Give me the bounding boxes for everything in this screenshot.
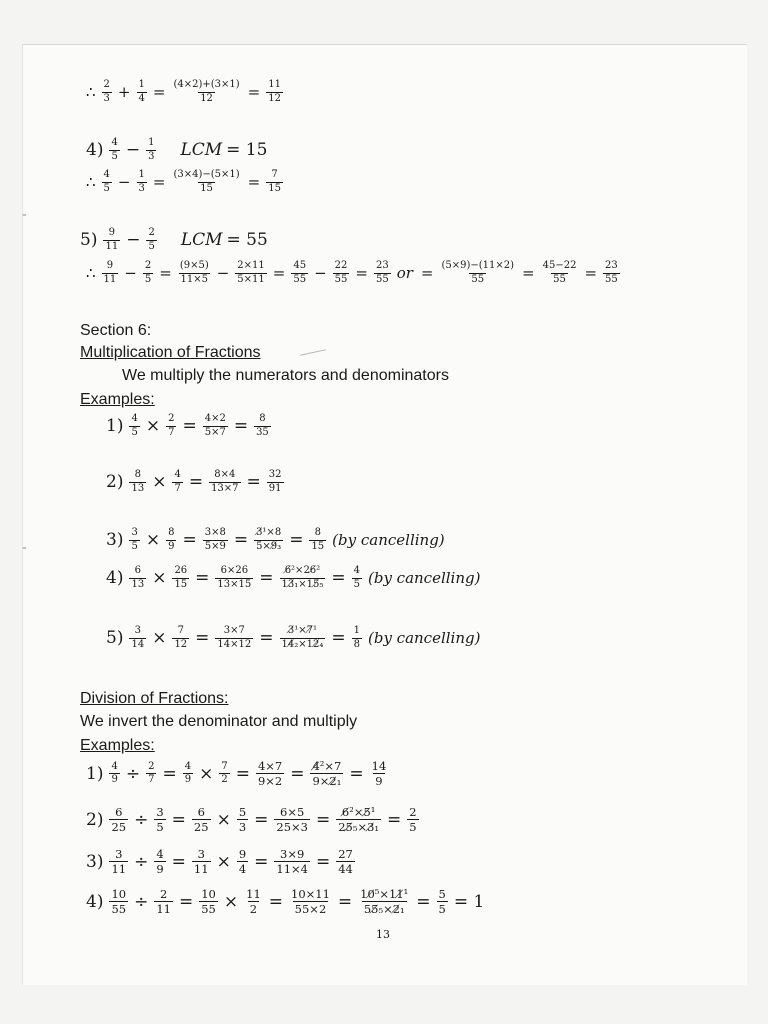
equation-line-1: ∴ $\frac{2}{3}$ + $\frac{1}{4}$ = $\frac{(4\times 2)+(3\times 1)}{12}$ = $\frac{11}{12}$ <box>86 79 281 104</box>
fraction: $\frac{11}{2}$ <box>246 887 261 917</box>
examples-label: Examples: <box>80 737 155 754</box>
fraction: $\frac{(5\times 9)-(11\times 2)}{55}$ <box>441 260 515 285</box>
therefore-symbol: ∴ <box>86 83 96 101</box>
fraction: $\frac{1}{3}$ <box>138 169 145 194</box>
multiplication-example-3: 3) $\frac{3}{5}$ × $\frac{8}{9}$ = $\frac{3\times 8}{5\times 9}$ = $\frac{\text{3̸¹×8}}{\text{5×9̸₃}}$ = $\frac{8}{15}$ (by cancelling) <box>106 527 445 552</box>
fraction: $\frac{\text{6̸²×5̸¹}}{\text{25̸₅×3̸₁}}$ <box>338 805 380 835</box>
division-example-4: 4) $\frac{10}{55}$ ÷ $\frac{2}{11}$ = $\frac{10}{55}$ × $\frac{11}{2}$ = $\frac{10\times 11}{55\times 2}$ = $\frac{\text{10̸⁵×11̸¹}}{\text{55̸₅×2̸₁}}$ = $\frac{5}{5}$ = 1 <box>86 887 485 917</box>
fraction: $\frac{(9\times 5)}{11\times 5}$ <box>179 260 209 285</box>
fraction: $\frac{32}{91}$ <box>268 469 282 494</box>
fraction: $\frac{4\times 7}{9\times 2}$ <box>257 759 283 789</box>
fraction: $\frac{2\times 11}{5\times 11}$ <box>237 260 265 285</box>
equation-line-5: ∴ $\frac{9}{11}$ − $\frac{2}{5}$ = $\frac{(9\times 5)}{11\times 5}$ − $\frac{2\times 11}{5\times 11}$ = $\frac{45}{55}$ − $\frac{22}{55}$ = $\frac{23}{55}$ or = $\frac{(5\times 9)-(11\times 2)}{55}$ = $\frac{45-22}{55}$ = $\frac{23}{55}$ <box>86 260 618 285</box>
fraction: $\frac{45-22}{55}$ <box>542 260 577 285</box>
fraction: $\frac{3}{11}$ <box>193 847 209 877</box>
fraction: $\frac{45}{55}$ <box>293 260 307 285</box>
fraction: $\frac{4\times 2}{5\times 7}$ <box>204 413 226 438</box>
fraction: $\frac{2}{5}$ <box>148 227 155 252</box>
fraction: $\frac{10\times 11}{55\times 2}$ <box>291 887 330 917</box>
margin-mark: ⁼ <box>22 212 27 222</box>
fraction: $\frac{10}{55}$ <box>111 887 127 917</box>
division-rule: We invert the denominator and multiply <box>80 713 358 730</box>
fraction: $\frac{10}{55}$ <box>201 887 216 917</box>
margin-mark: ⁼ <box>22 545 27 555</box>
fraction: $\frac{6}{13}$ <box>131 565 145 590</box>
fraction: $\frac{3\times 7}{14\times 12}$ <box>217 625 252 650</box>
fraction: $\frac{1}{8}$ <box>353 625 360 650</box>
fraction: $\frac{6}{25}$ <box>111 805 127 835</box>
fraction: $\frac{\text{3̸¹×8}}{\text{5×9̸₃}}$ <box>256 527 282 552</box>
multiplication-rule: We multiply the numerators and denominators <box>122 367 449 384</box>
fraction: $\frac{4}{5}$ <box>131 413 138 438</box>
examples-label: Examples: <box>80 391 155 408</box>
fraction: $\frac{2}{7}$ <box>168 413 175 438</box>
fraction: $\frac{9}{4}$ <box>238 847 247 877</box>
fraction: $\frac{3}{5}$ <box>131 527 138 552</box>
fraction: $\frac{4}{5}$ <box>111 137 118 162</box>
division-example-3: 3) $\frac{3}{11}$ ÷ $\frac{4}{9}$ = $\frac{3}{11}$ × $\frac{9}{4}$ = $\frac{3\times 9}{11\times 4}$ = $\frac{27}{44}$ <box>86 847 353 877</box>
fraction: $\frac{2}{11}$ <box>156 887 171 917</box>
fraction: $\frac{(3\times 4)-(5\times 1)}{15}$ <box>173 169 240 194</box>
fraction: $\frac{3}{5}$ <box>156 805 164 835</box>
multiplication-heading: Multiplication of Fractions <box>80 344 261 361</box>
fraction: $\frac{3\times 8}{5\times 9}$ <box>204 527 226 552</box>
multiplication-example-5: 5) $\frac{3}{14}$ × $\frac{7}{12}$ = $\frac{3\times 7}{14\times 12}$ = $\frac{\text{3̸¹×7̸¹}}{\text{14̸₂×12̸₄}}$ = $\frac{1}{8}$ (by cancelling) <box>106 625 481 650</box>
fraction: $\frac{2}{3}$ <box>103 79 110 104</box>
fraction: $\frac{6\times 26}{13\times 15}$ <box>217 565 252 590</box>
fraction: $\frac{7}{2}$ <box>221 760 228 786</box>
fraction: $\frac{8}{9}$ <box>168 527 175 552</box>
division-heading: Division of Fractions: <box>80 690 229 707</box>
fraction: $\frac{6\times 5}{25\times 3}$ <box>276 805 308 835</box>
fraction: $\frac{4}{9}$ <box>184 760 192 786</box>
section-title: Section 6: <box>80 322 152 339</box>
multiplication-example-1: 1) $\frac{4}{5}$ × $\frac{2}{7}$ = $\frac{4\times 2}{5\times 7}$ = $\frac{8}{35}$ <box>106 413 269 438</box>
fraction: $\frac{5}{3}$ <box>238 805 247 835</box>
fraction: $\frac{(4\times 2)+(3\times 1)}{12}$ <box>173 79 240 104</box>
fraction: $\frac{2}{7}$ <box>148 760 155 786</box>
fraction: $\frac{8}{35}$ <box>256 413 269 438</box>
fraction: $\frac{1}{3}$ <box>148 137 155 162</box>
fraction: $\frac{11}{12}$ <box>268 79 281 104</box>
fraction: $\frac{3}{11}$ <box>111 847 127 877</box>
equation-line-4: 5) $\frac{9}{11}$ − $\frac{2}{5}$ LCM = 55 <box>80 227 268 252</box>
fraction: $\frac{7}{12}$ <box>174 625 188 650</box>
fraction: $\frac{4}{5}$ <box>103 169 110 194</box>
fraction: $\frac{\text{4̸²×7}}{\text{9×2̸₁}}$ <box>312 759 342 789</box>
fraction: $\frac{9}{11}$ <box>103 260 117 285</box>
fraction: $\frac{\text{6̸²×26̸²}}{\text{13̸₁×15̸₅}}$ <box>281 565 324 590</box>
fraction: $\frac{14}{9}$ <box>371 759 387 789</box>
equation-line-3: ∴ $\frac{4}{5}$ − $\frac{1}{3}$ = $\frac{(3\times 4)-(5\times 1)}{15}$ = $\frac{7}{15}$ <box>86 169 281 194</box>
fraction: $\frac{5}{5}$ <box>438 887 446 917</box>
multiplication-example-2: 2) $\frac{8}{13}$ × $\frac{4}{7}$ = $\frac{8\times 4}{13\times 7}$ = $\frac{32}{91}$ <box>106 469 282 494</box>
equation-line-2: 4) $\frac{4}{5}$ − $\frac{1}{3}$ LCM = 15 <box>86 137 268 162</box>
fraction: $\frac{4}{7}$ <box>174 469 181 494</box>
page-number: 13 <box>376 928 390 941</box>
fraction: $\frac{4}{9}$ <box>156 847 164 877</box>
fraction: $\frac{9}{11}$ <box>105 227 119 252</box>
multiplication-example-4: 4) $\frac{6}{13}$ × $\frac{26}{15}$ = $\frac{6\times 26}{13\times 15}$ = $\frac{\text{6̸²×26̸²}}{\text{13̸₁×15̸₅}}$ = $\frac{4}{5}$ (by cancelling) <box>106 565 481 590</box>
fraction: $\frac{23}{55}$ <box>605 260 618 285</box>
fraction: $\frac{26}{15}$ <box>174 565 188 590</box>
fraction: $\frac{3\times 9}{11\times 4}$ <box>276 847 308 877</box>
fraction: $\frac{4}{5}$ <box>353 565 360 590</box>
fraction: $\frac{8}{15}$ <box>311 527 325 552</box>
fraction: $\frac{7}{15}$ <box>268 169 281 194</box>
division-example-2: 2) $\frac{6}{25}$ ÷ $\frac{3}{5}$ = $\frac{6}{25}$ × $\frac{5}{3}$ = $\frac{6\times 5}{25\times 3}$ = $\frac{\text{6̸²×5̸¹}}{\text{25̸₅×3̸₁}}$ = $\frac{2}{5}$ <box>86 805 417 835</box>
fraction: $\frac{4}{9}$ <box>111 760 118 786</box>
fraction: $\frac{27}{44}$ <box>338 847 353 877</box>
fraction: $\frac{\text{10̸⁵×11̸¹}}{\text{55̸₅×2̸₁}}$ <box>360 887 409 917</box>
fraction: $\frac{6}{25}$ <box>193 805 209 835</box>
fraction: $\frac{22}{55}$ <box>334 260 348 285</box>
fraction: $\frac{8\times 4}{13\times 7}$ <box>211 469 239 494</box>
division-example-1: 1) $\frac{4}{9}$ ÷ $\frac{2}{7}$ = $\frac{4}{9}$ × $\frac{7}{2}$ = $\frac{4\times 7}{9\times 2}$ = $\frac{\text{4̸²×7}}{\text{9×2̸₁}}$ = $\frac{14}{9}$ <box>86 759 387 789</box>
fraction: $\frac{2}{5}$ <box>409 805 417 835</box>
fraction: $\frac{3}{14}$ <box>131 625 145 650</box>
fraction: $\frac{2}{5}$ <box>144 260 152 285</box>
fraction: $\frac{8}{13}$ <box>131 469 145 494</box>
fraction: $\frac{1}{4}$ <box>138 79 145 104</box>
fraction: $\frac{23}{55}$ <box>375 260 389 285</box>
fraction: $\frac{\text{3̸¹×7̸¹}}{\text{14̸₂×12̸₄}}$ <box>281 625 324 650</box>
